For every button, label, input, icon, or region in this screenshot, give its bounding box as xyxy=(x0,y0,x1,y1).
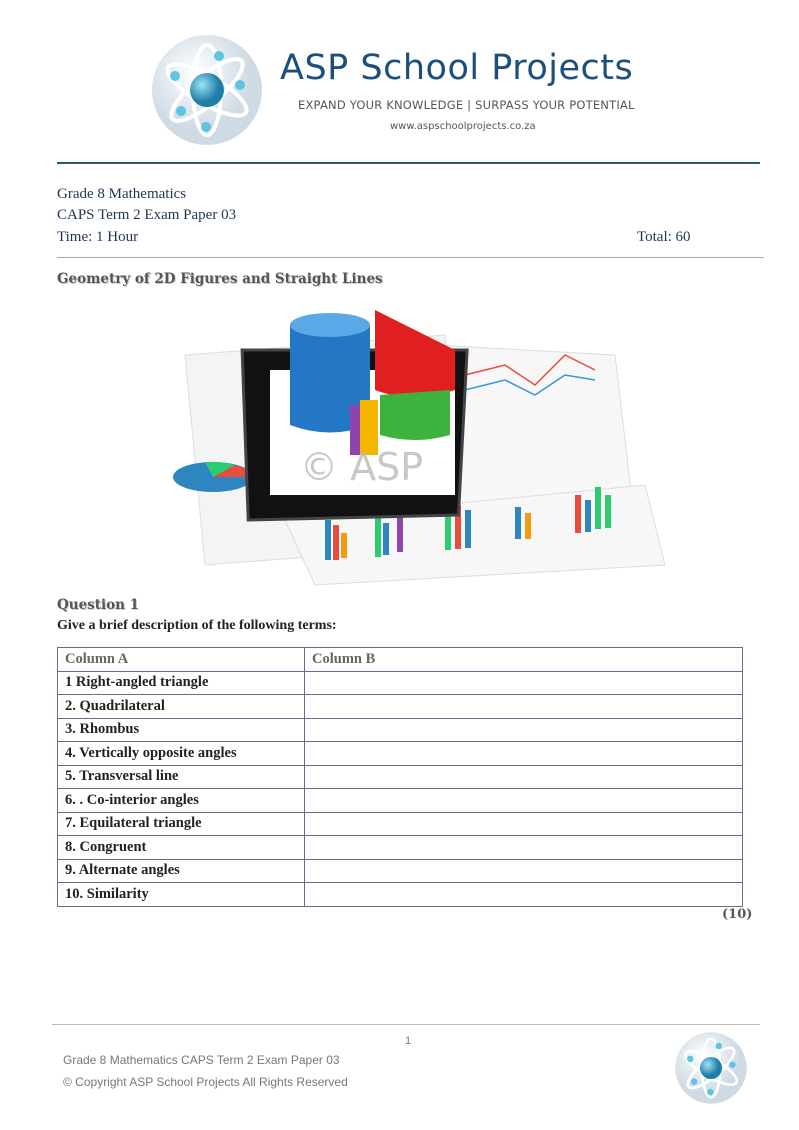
term: 1 Right-angled triangle xyxy=(58,671,305,695)
page-number: 1 xyxy=(405,1035,412,1047)
table-row xyxy=(58,789,743,813)
answer-cell[interactable] xyxy=(305,671,743,695)
table-row xyxy=(58,836,743,860)
table-row xyxy=(58,695,743,719)
question-marks: (10) xyxy=(722,907,753,922)
term: 6. . Co-interior angles xyxy=(58,789,305,813)
table-header-row xyxy=(58,648,743,672)
atom-logo-icon xyxy=(150,33,264,147)
answer-cell[interactable] xyxy=(305,812,743,836)
total-marks: Total: 60 xyxy=(637,229,691,245)
question-instruction: Give a brief description of the following terms: xyxy=(57,618,337,633)
brand-title: ASP School Projects xyxy=(280,48,634,88)
footer-atom-logo-icon xyxy=(674,1031,748,1105)
footer-divider xyxy=(52,1024,760,1025)
answer-cell[interactable] xyxy=(305,765,743,789)
watermark-text: © ASP xyxy=(300,445,424,489)
terms-table xyxy=(57,647,743,907)
topic-heading: Geometry of 2D Figures and Straight Lines xyxy=(57,271,383,287)
table-row xyxy=(58,812,743,836)
time-allowed: Time: 1 Hour xyxy=(57,229,139,245)
term: 8. Congruent xyxy=(58,836,305,860)
paper-title: CAPS Term 2 Exam Paper 03 xyxy=(57,207,237,223)
info-divider xyxy=(57,257,764,258)
term: 3. Rhombus xyxy=(58,718,305,742)
header-divider xyxy=(57,162,760,164)
footer-paper-title: Grade 8 Mathematics CAPS Term 2 Exam Paper 03 xyxy=(63,1053,340,1067)
table-row xyxy=(58,765,743,789)
chart-illustration xyxy=(165,295,670,590)
table-row xyxy=(58,883,743,907)
answer-cell[interactable] xyxy=(305,695,743,719)
header-column-b: Column B xyxy=(305,648,743,672)
term: 9. Alternate angles xyxy=(58,859,305,883)
answer-cell[interactable] xyxy=(305,883,743,907)
term: 4. Vertically opposite angles xyxy=(58,742,305,766)
table-row xyxy=(58,742,743,766)
answer-cell[interactable] xyxy=(305,836,743,860)
table-row xyxy=(58,859,743,883)
answer-cell[interactable] xyxy=(305,789,743,813)
term: 2. Quadrilateral xyxy=(58,695,305,719)
question-title: Question 1 xyxy=(57,597,140,613)
answer-cell[interactable] xyxy=(305,742,743,766)
term: 7. Equilateral triangle xyxy=(58,812,305,836)
table-row xyxy=(58,671,743,695)
subject: Grade 8 Mathematics xyxy=(57,186,187,202)
term: 5. Transversal line xyxy=(58,765,305,789)
answer-cell[interactable] xyxy=(305,718,743,742)
brand-tagline: EXPAND YOUR KNOWLEDGE | SURPASS YOUR POTENTIAL xyxy=(298,98,635,112)
brand-url: www.aspschoolprojects.co.za xyxy=(390,121,536,132)
term: 10. Similarity xyxy=(58,883,305,907)
answer-cell[interactable] xyxy=(305,859,743,883)
header-column-a: Column A xyxy=(58,648,305,672)
footer-copyright: © Copyright ASP School Projects All Rights Reserved xyxy=(63,1075,348,1089)
table-row xyxy=(58,718,743,742)
